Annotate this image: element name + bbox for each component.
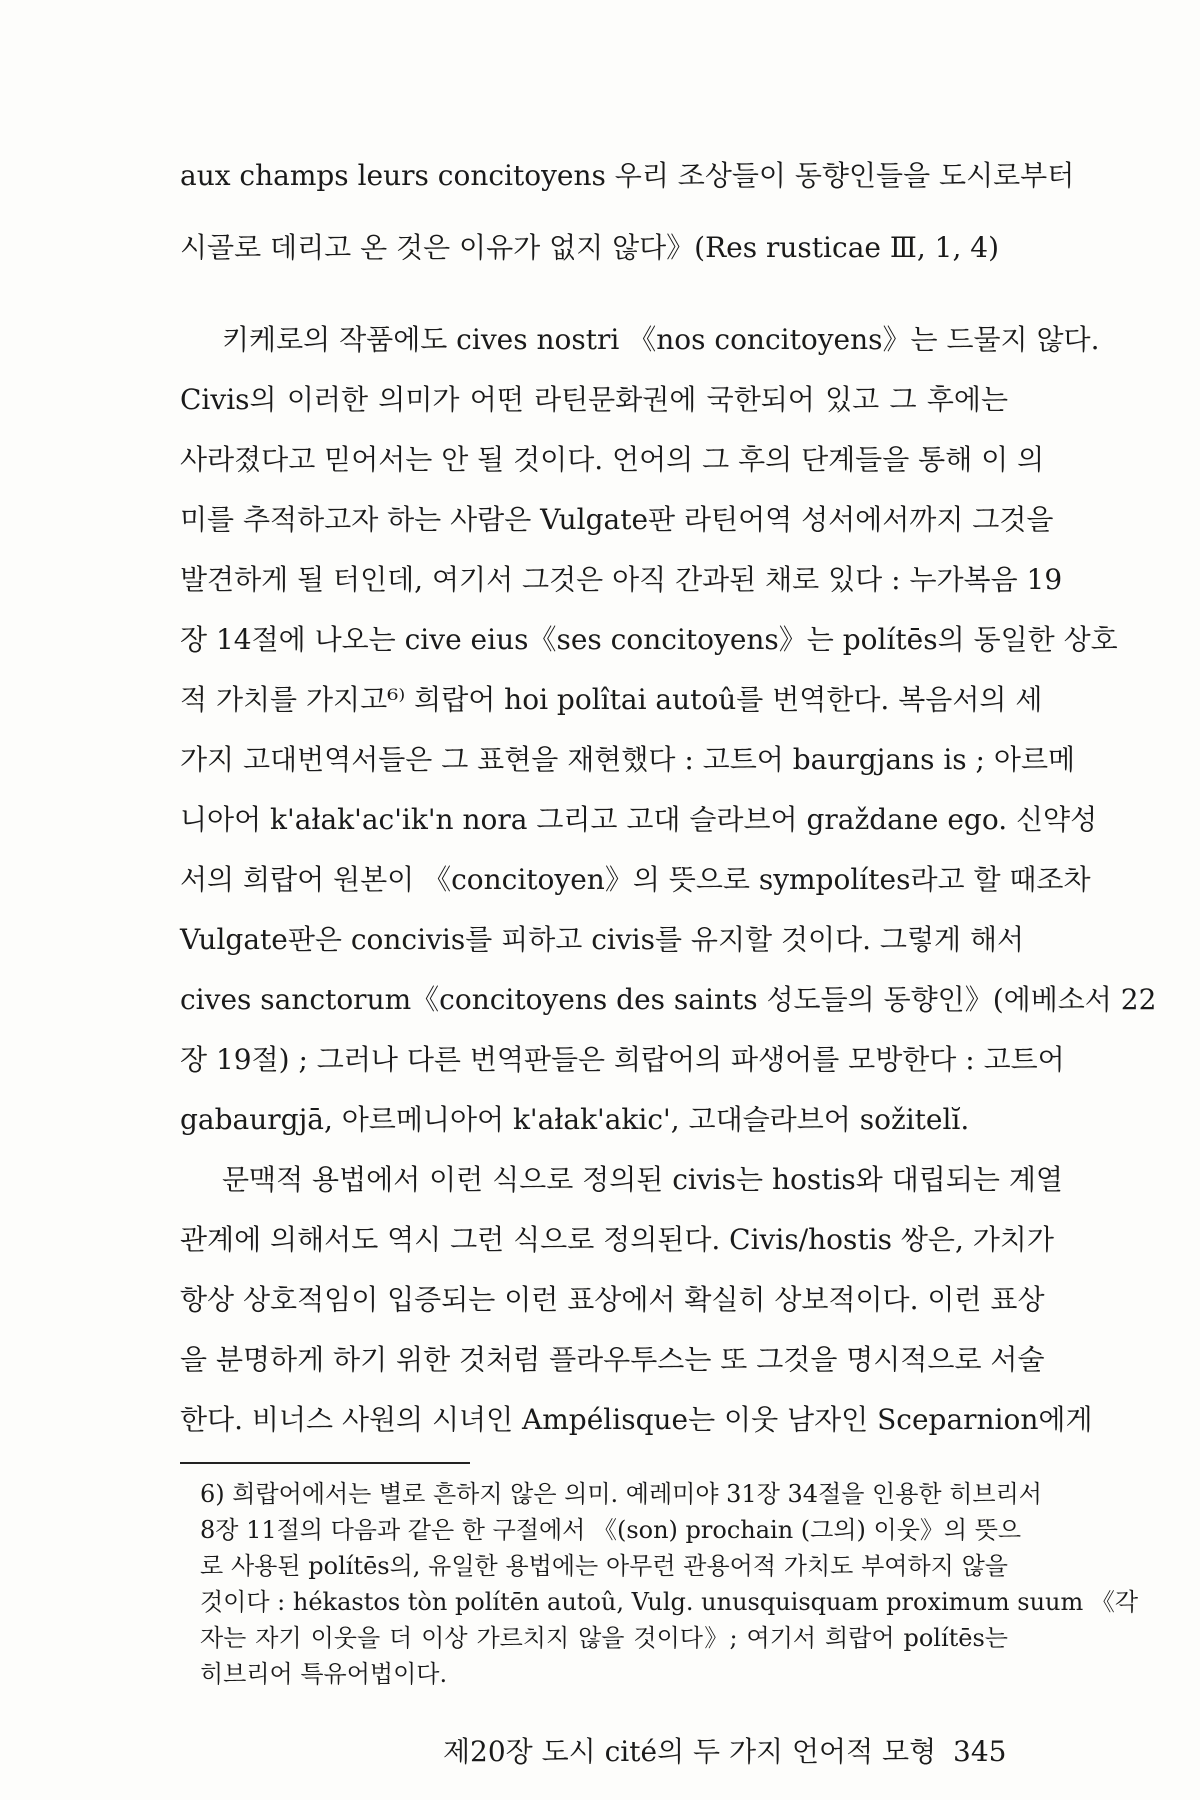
footnote-rule (180, 1462, 470, 1464)
body-line: 가지 고대번역서들은 그 표현을 재현했다 : 고트어 baurgjans is ; 아르메 (180, 743, 1076, 776)
body-line: gabaurgjā, 아르메니아어 k'ałak'akic', 고대슬라브어 sožitelĭ. (180, 1103, 970, 1136)
body-line: 장 14절에 나오는 cive eius《ses concitoyens》는 polítēs의 동일한 상호 (180, 623, 1118, 656)
body-line: 항상 상호적임이 입증되는 이런 표상에서 확실히 상보적이다. 이런 표상 (180, 1283, 1045, 1316)
footnote-line: 로 사용된 polítēs의, 유일한 용법에는 아무런 관용어적 가치도 부여하지 않을 (200, 1552, 1008, 1580)
running-footer-title: 제20장 도시 cité의 두 가지 언어적 모형 (443, 1735, 937, 1768)
running-footer (443, 1734, 1007, 1770)
body-line: 니아어 k'ałak'ac'ik'n nora 그리고 고대 슬라브어 graždane ego. 신약성 (180, 803, 1098, 836)
body-line: 사라졌다고 믿어서는 안 될 것이다. 언어의 그 후의 단계들을 통해 이 의 (180, 443, 1045, 476)
footnote-line: 8장 11절의 다음과 같은 한 구절에서 《(son) prochain (그의) 이웃》의 뜻으 (200, 1516, 1022, 1544)
footnote-line: 히브리어 특유어법이다. (200, 1660, 448, 1688)
body-line: 관계에 의해서도 역시 그런 식으로 정의된다. Civis/hostis 쌍은, 가치가 (180, 1223, 1054, 1256)
body-line: 장 19절) ; 그러나 다른 번역판들은 희랍어의 파생어를 모방한다 : 고트어 (180, 1043, 1065, 1076)
body-line: 발견하게 될 터인데, 여기서 그것은 아직 간과된 채로 있다 : 누가복음 19 (180, 563, 1063, 596)
footnote-line: 것이다 : hékastos tòn polítēn autoû, Vulg. unusquisquam proximum suum 《각 (200, 1588, 1139, 1616)
body-line: aux champs leurs concitoyens 우리 조상들이 동향인들을 도시로부터 (180, 159, 1075, 192)
body-line: 시골로 데리고 온 것은 이유가 없지 않다》(Res rusticae Ⅲ, 1, 4) (180, 231, 1000, 264)
body-line: Civis의 이러한 의미가 어떤 라틴문화권에 국한되어 있고 그 후에는 (180, 383, 1008, 416)
body-line: 서의 희랍어 원본이 《concitoyen》의 뜻으로 sympolítes라고 할 때조차 (180, 863, 1091, 896)
body-line: 문맥적 용법에서 이런 식으로 정의된 civis는 hostis와 대립되는 계열 (222, 1163, 1063, 1196)
footnote-line: 6) 희랍어에서는 별로 흔하지 않은 의미. 예레미야 31장 34절을 인용한 히브리서 (200, 1480, 1042, 1508)
page-number: 345 (953, 1735, 1007, 1768)
body-line: 미를 추적하고자 하는 사람은 Vulgate판 라틴어역 성서에서까지 그것을 (180, 503, 1054, 536)
body-line: 을 분명하게 하기 위한 것처럼 플라우투스는 또 그것을 명시적으로 서술 (180, 1343, 1045, 1376)
body-line: 키케로의 작품에도 cives nostri 《nos concitoyens》는 드물지 않다. (222, 323, 1100, 356)
body-line: cives sanctorum《concitoyens des saints 성도들의 동향인》(에베소서 22 (180, 983, 1157, 1016)
body-line: Vulgate판은 concivis를 피하고 civis를 유지할 것이다. 그렇게 해서 (180, 923, 1025, 956)
footnote-line: 자는 자기 이웃을 더 이상 가르치지 않을 것이다》; 여기서 희랍어 polítēs는 (200, 1624, 1008, 1652)
body-line: 한다. 비너스 사원의 시녀인 Ampélisque는 이웃 남자인 Sceparnion에게 (180, 1403, 1093, 1436)
body-line: 적 가치를 가지고⁶⁾ 희랍어 hoi polîtai autoû를 번역한다. 복음서의 세 (180, 683, 1043, 716)
